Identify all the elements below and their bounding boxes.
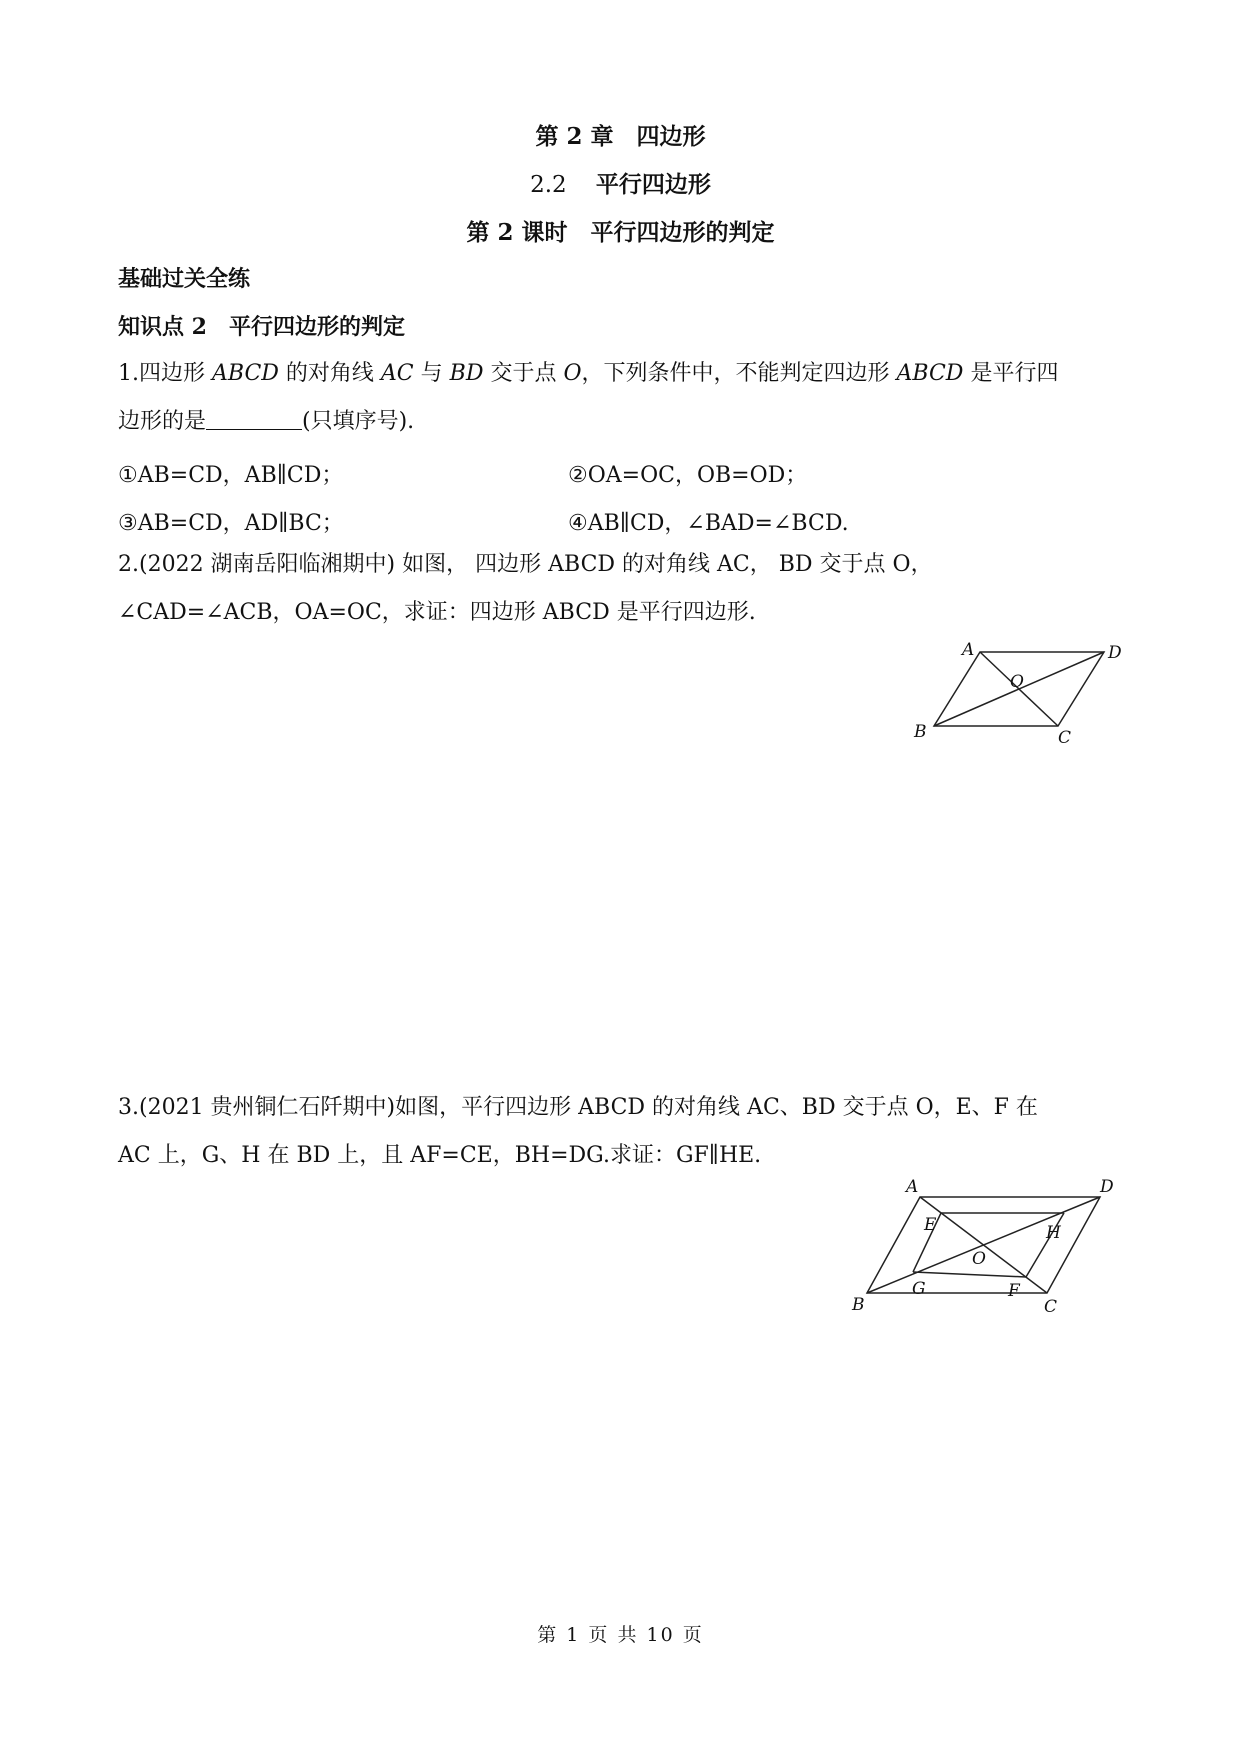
chapter-title: 第 2 章 四边形 bbox=[535, 123, 706, 150]
page-footer: 第 1 页 共 10 页 bbox=[537, 1624, 704, 1646]
label-d: D bbox=[1108, 643, 1122, 663]
question-2-line-1: 2.(2022 湖南岳阳临湘期中) 如图， 四边形 ABCD 的对角线 AC， BD 交于点 O， bbox=[118, 552, 933, 577]
figure-q2 bbox=[900, 640, 1140, 750]
lesson-title: 第 2 课时 平行四边形的判定 bbox=[466, 219, 775, 246]
label-a: A bbox=[962, 640, 975, 660]
answer-blank[interactable] bbox=[206, 407, 302, 430]
option-4: ④AB∥CD，∠BAD=∠BCD. bbox=[568, 511, 849, 536]
label-b: B bbox=[852, 1295, 865, 1315]
label-b: B bbox=[914, 722, 927, 742]
figure-q3 bbox=[840, 1170, 1140, 1320]
knowledge-point: 知识点 2 平行四边形的判定 bbox=[118, 314, 405, 340]
section-number: 2.2 bbox=[530, 172, 567, 198]
question-3-line-1: 3.(2021 贵州铜仁石阡期中)如图，平行四边形 ABCD 的对角线 AC、BD 交于点 O，E、F 在 bbox=[118, 1095, 1038, 1120]
label-c: C bbox=[1058, 728, 1072, 748]
label-h: H bbox=[1046, 1223, 1061, 1243]
option-3: ③AB=CD，AD∥BC； bbox=[118, 511, 344, 536]
label-o: O bbox=[972, 1249, 986, 1269]
label-o: O bbox=[1010, 672, 1024, 692]
diagonal-bd bbox=[867, 1197, 1100, 1293]
label-f: F bbox=[1008, 1281, 1020, 1301]
option-1: ①AB=CD，AB∥CD； bbox=[118, 463, 344, 488]
question-3-line-2: AC 上，G、H 在 BD 上，且 AF=CE，BH=DG.求证：GF∥HE. bbox=[118, 1143, 762, 1168]
section-name: 平行四边形 bbox=[595, 171, 711, 198]
option-2: ②OA=OC，OB=OD； bbox=[568, 463, 808, 488]
label-a: A bbox=[906, 1177, 919, 1197]
question-1-line-1: 1.四边形 ABCD 的对角线 AC 与 BD 交于点 O，下列条件中，不能判定四边形 ABCD 是平行四 bbox=[118, 361, 1059, 386]
section-label: 基础过关全练 bbox=[118, 266, 251, 292]
label-d: D bbox=[1100, 1177, 1114, 1197]
segment-gf bbox=[913, 1272, 1026, 1277]
question-1-line-2: 边形的是 (只填序号). bbox=[118, 409, 415, 434]
question-2-line-2: ∠CAD=∠ACB，OA=OC，求证：四边形 ABCD 是平行四边形. bbox=[118, 600, 756, 625]
label-g: G bbox=[912, 1279, 926, 1299]
label-c: C bbox=[1044, 1297, 1058, 1317]
label-e: E bbox=[924, 1215, 937, 1235]
section-title bbox=[0, 166, 1241, 199]
